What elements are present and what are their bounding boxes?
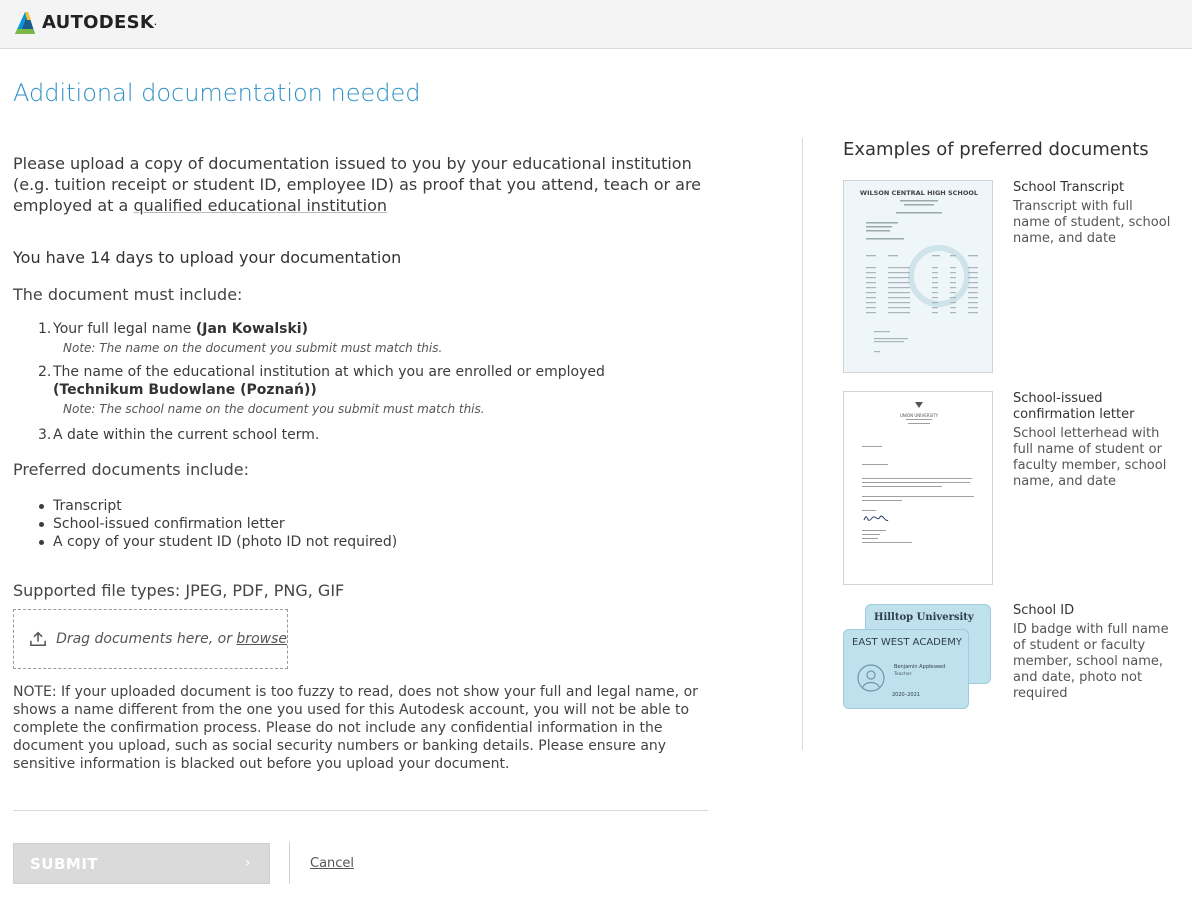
- id-card-back-school: Hilltop University: [874, 612, 974, 623]
- actions-divider: [289, 842, 290, 884]
- example-title-letter: School-issued confirmation letter: [1013, 391, 1135, 422]
- main-content: [13, 153, 713, 772]
- requirement-note: Note: The name on the document you submit must match this.: [63, 341, 443, 355]
- id-card-role: Teacher: [894, 672, 912, 677]
- id-card-thumbnail: [843, 604, 993, 710]
- example-desc-letter: School letterhead with full name of student or faculty member, school name, and date: [1013, 426, 1167, 489]
- preferred-list: [38, 497, 397, 551]
- id-card-front: [843, 629, 969, 709]
- institution-value: (Technikum Budowlane (Poznań)): [53, 382, 317, 398]
- brand-name: AUTODESK.: [42, 12, 158, 33]
- id-card-years: 2020–2021: [892, 692, 920, 698]
- letter-document-image: [844, 392, 993, 585]
- upload-note: NOTE: If your uploaded document is too fuzzy to read, does not show your full and legal name, or shows a name different from the one you used for this Autodesk account, you will not be able to complete the confirmation process. Please do not include any confidential information in the document you upload, such as social security numbers or banking details. Please ensure any sensitive information is blacked out before you upload your document.: [13, 684, 698, 772]
- example-title-transcript: School Transcript: [1013, 180, 1125, 195]
- example-title-id: School ID: [1013, 603, 1075, 618]
- deadline-heading: You have 14 days to upload your documentation: [13, 248, 402, 267]
- requirement-item: 2. The name of the educational institution at which you are enrolled or employed (Technikum Budowlane (Poznań)): [38, 364, 605, 398]
- form-divider: [13, 810, 708, 811]
- submit-button[interactable]: SUBMIT ›: [13, 843, 270, 884]
- person-icon: [856, 663, 886, 693]
- upload-icon: [30, 631, 46, 647]
- requirement-note: Note: The school name on the document you submit must match this.: [63, 402, 485, 416]
- letter-thumbnail: [843, 391, 993, 585]
- supported-file-types: Supported file types: JPEG, PDF, PNG, GIF: [13, 581, 345, 600]
- list-item: A copy of your student ID (photo ID not required): [38, 533, 397, 551]
- requirement-item: 3. A date within the current school term.: [38, 427, 320, 443]
- top-bar: [0, 0, 1192, 49]
- transcript-document-image: [844, 181, 993, 373]
- dropzone-text: Drag documents here, or browse: [56, 631, 287, 647]
- requirements-title: The document must include:: [13, 285, 243, 304]
- autodesk-logo-icon: [13, 11, 37, 35]
- autodesk-logo[interactable]: [13, 11, 157, 35]
- examples-title: Examples of preferred documents: [843, 139, 1149, 160]
- cancel-link[interactable]: Cancel: [310, 856, 355, 871]
- id-card-person: Benjamin Appleseed: [894, 664, 946, 670]
- qualified-institution-link[interactable]: qualified educational institution: [133, 196, 388, 215]
- example-desc-transcript: Transcript with full name of student, school name, and date: [1013, 199, 1171, 246]
- transcript-thumbnail: [843, 180, 993, 373]
- browse-link[interactable]: browse: [236, 631, 287, 647]
- requirement-item: 1. Your full legal name (Jan Kowalski): [38, 321, 308, 337]
- list-item: Transcript: [38, 497, 397, 515]
- legal-name-value: (Jan Kowalski): [195, 321, 308, 337]
- sidebar-divider: [802, 138, 803, 750]
- upload-dropzone[interactable]: [13, 609, 288, 669]
- id-card-front-school: EAST WEST ACADEMY: [852, 637, 962, 648]
- preferred-title: Preferred documents include:: [13, 460, 250, 479]
- example-desc-id: ID badge with full name of student or faculty member, school name, and date, photo not required: [1013, 622, 1169, 701]
- transcript-school-name: WILSON CENTRAL HIGH SCHOOL: [859, 189, 979, 197]
- intro-text: Please upload a copy of documentation issued to you by your educational institution (e.g. tuition receipt or student ID, employee ID) as proof that you attend, teach or are employed at a qualified educational institution: [13, 154, 702, 215]
- page-title: Additional documentation needed: [13, 79, 421, 107]
- list-item: School-issued confirmation letter: [38, 515, 397, 533]
- letter-school-name: UNION UNIVERSITY: [899, 413, 939, 418]
- chevron-right-icon: ›: [244, 855, 251, 871]
